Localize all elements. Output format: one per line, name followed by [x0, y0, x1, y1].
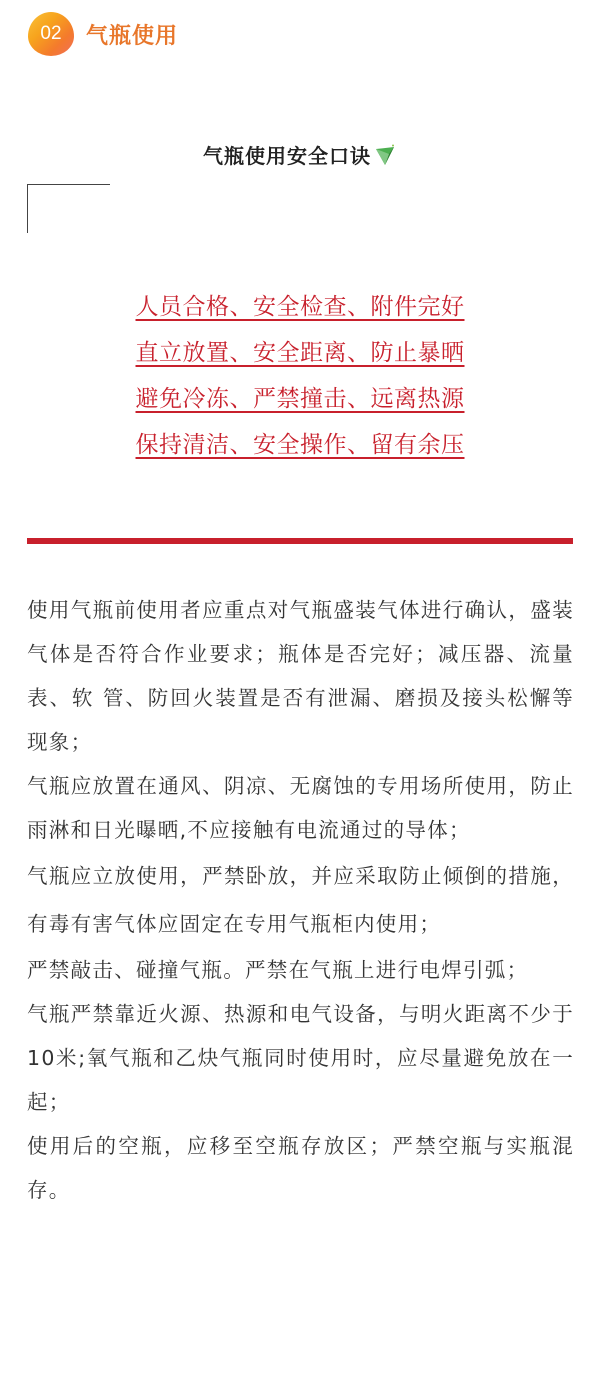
leaf-icon	[373, 143, 397, 167]
red-divider	[27, 538, 573, 544]
section-number: 02	[40, 23, 62, 44]
subtitle	[203, 140, 397, 169]
paragraph-2: 气瓶应放置在通风、阴凉、无腐蚀的专用场所使用，防止雨淋和日光曝晒,不应接触有电流通过的导体；	[27, 774, 574, 842]
subtitle-wrap	[0, 140, 600, 169]
paragraph-4: 严禁敲击、碰撞气瓶。严禁在气瓶上进行电焊引弧；	[27, 958, 529, 982]
verse-line-3: 避免冷冻、严禁撞击、远离热源	[135, 386, 465, 412]
verse-line-2: 直立放置、安全距离、防止暴晒	[135, 340, 465, 366]
subtitle-text: 气瓶使用安全口诀	[203, 144, 371, 168]
paragraph-1: 使用气瓶前使用者应重点对气瓶盛装气体进行确认，盛装气体是否符合作业要求；瓶体是否完好；减压器、流量表、软 管、防回火装置是否有泄漏、磨损及接头松懈等现象；	[27, 598, 574, 754]
section-header	[28, 12, 178, 56]
paragraph-3: 气瓶应立放使用，严禁卧放，并应采取防止倾倒的措施，有毒有害气体应固定在专用气瓶柜内使用；	[27, 864, 574, 936]
safety-verses	[0, 284, 600, 468]
verse-line-1: 人员合格、安全检查、附件完好	[135, 294, 465, 320]
section-number-badge	[28, 12, 74, 56]
paragraph-6: 使用后的空瓶，应移至空瓶存放区；严禁空瓶与实瓶混存。	[27, 1134, 574, 1202]
paragraph-5: 气瓶严禁靠近火源、热源和电气设备，与明火距离不少于10米;氧气瓶和乙炔气瓶同时使用时，应尽量避免放在一起；	[27, 1002, 574, 1114]
corner-bracket-decoration	[27, 184, 110, 233]
verse-line-4: 保持清洁、安全操作、留有余压	[135, 432, 465, 458]
body-text	[27, 588, 574, 1212]
section-title: 气瓶使用	[86, 23, 179, 49]
